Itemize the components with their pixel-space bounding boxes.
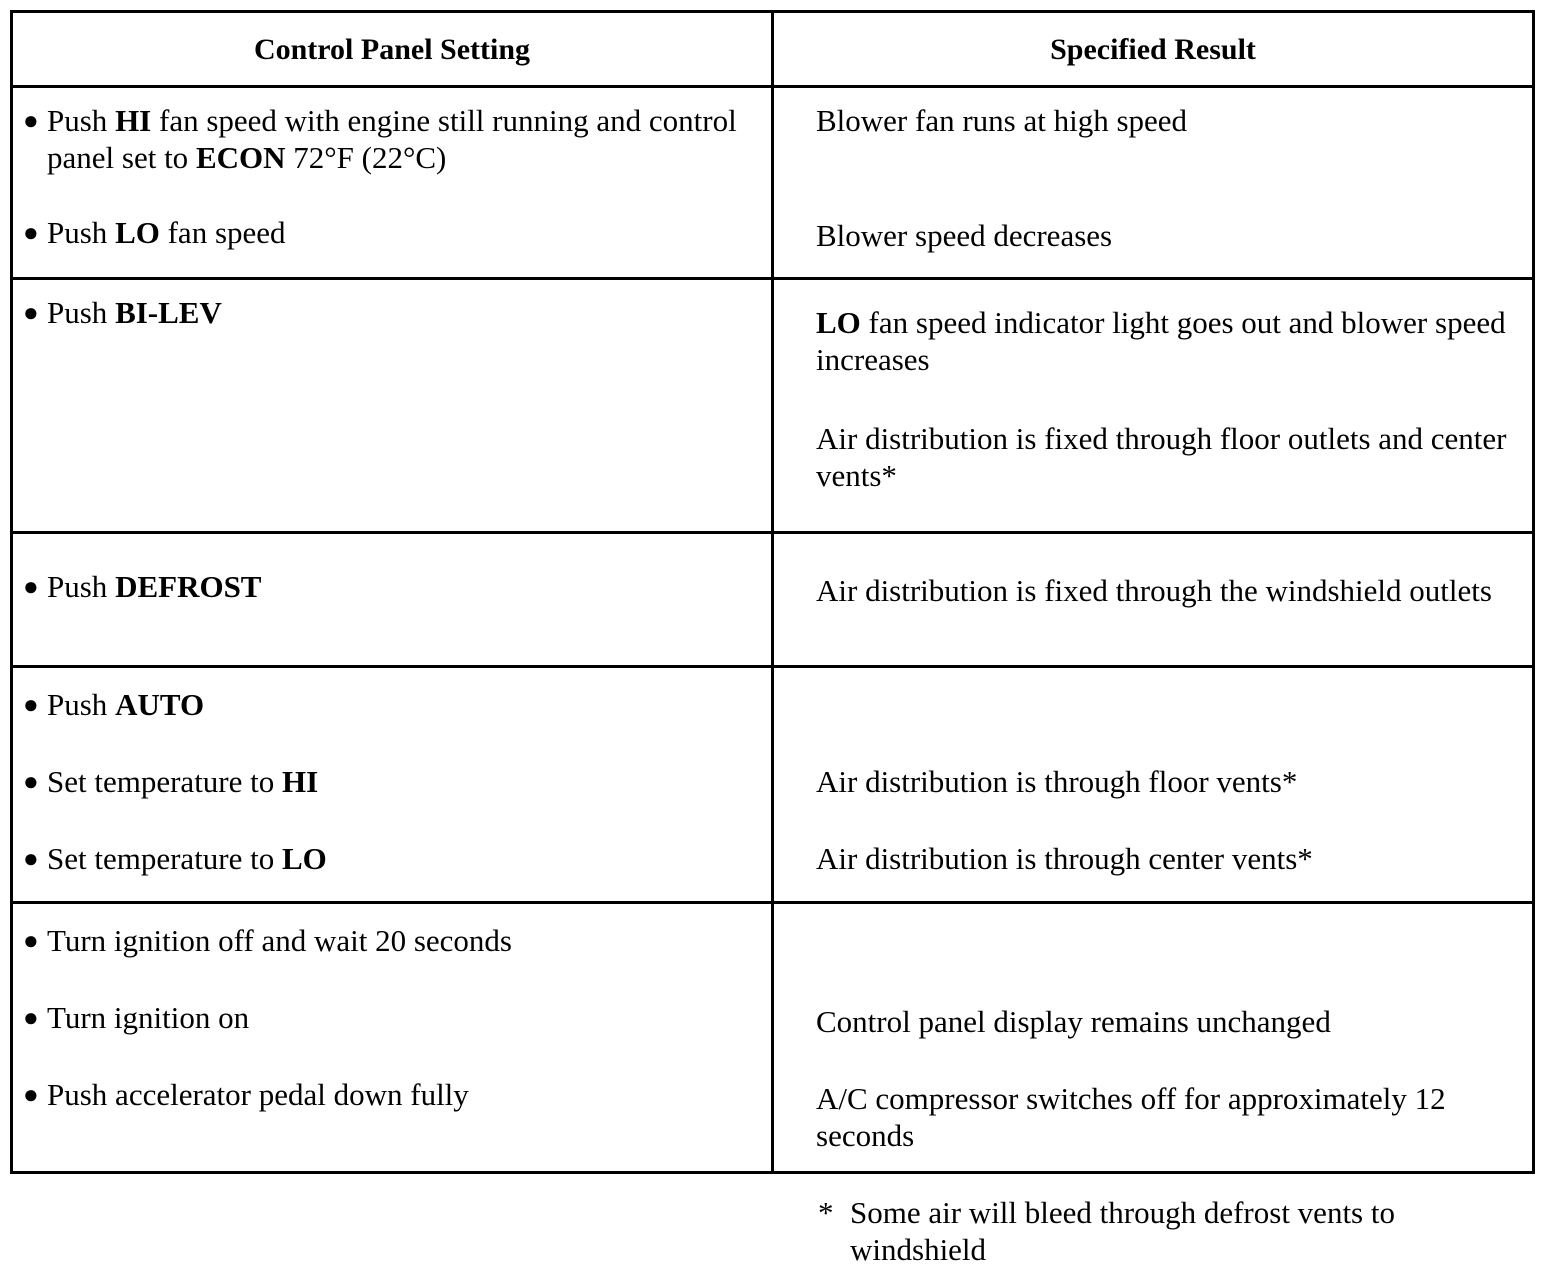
result-text: [816, 686, 1516, 723]
result-text: A/C compressor switches off for approximately 12 seconds: [816, 1081, 1446, 1153]
bullet-icon: ●: [23, 926, 39, 955]
result-cell: [773, 903, 1534, 1173]
footnote: [818, 1194, 1518, 1268]
result-text: Control panel display remains unchanged: [816, 1004, 1331, 1039]
bullet-icon: ●: [23, 1080, 39, 1109]
result-cell: [773, 667, 1534, 903]
bullet-icon: ●: [23, 690, 39, 719]
result-text: [816, 922, 1516, 959]
step-item: ● Set temperature to LO: [23, 841, 327, 876]
result-cell: [773, 87, 1534, 279]
table-row: [12, 903, 1534, 1173]
result-text: Air distribution is fixed through floor outlets and center vents*: [816, 421, 1507, 493]
bullet-icon: ●: [23, 572, 39, 601]
result-cell: [773, 533, 1534, 667]
setting-cell: [12, 87, 773, 279]
result-text: Air distribution is fixed through the windshield outlets: [816, 573, 1492, 608]
header-specified-result: Specified Result: [773, 12, 1534, 87]
step-item: ● Turn ignition on: [23, 1000, 250, 1035]
result-text: Air distribution is through center vents*: [816, 841, 1313, 876]
step-item: ● Push HI fan speed with engine still running and control panel set to ECON 72°F (22°C): [23, 103, 737, 175]
result-text: Blower speed decreases: [816, 218, 1113, 253]
bullet-icon: ●: [23, 1003, 39, 1032]
bullet-icon: ●: [23, 106, 39, 135]
table-header-row: [12, 12, 1534, 87]
setting-cell: [12, 533, 773, 667]
footnote-text: Some air will bleed through defrost vents to windshield: [850, 1195, 1395, 1267]
step-item: ● Push DEFROST: [23, 569, 262, 604]
result-text: Air distribution is through floor vents*: [816, 764, 1298, 799]
setting-cell: [12, 667, 773, 903]
bullet-icon: ●: [23, 298, 39, 327]
result-text: LO fan speed indicator light goes out and blower speed increases: [816, 305, 1506, 377]
step-item: ● Push AUTO: [23, 687, 205, 722]
step-item: ● Turn ignition off and wait 20 seconds: [23, 923, 512, 958]
result-text: Blower fan runs at high speed: [816, 103, 1188, 138]
setting-cell: [12, 279, 773, 533]
step-item: ● Push accelerator pedal down fully: [23, 1077, 469, 1112]
table-row: [12, 87, 1534, 279]
table-row: [12, 279, 1534, 533]
table-row: [12, 667, 1534, 903]
test-procedure-table: [10, 10, 1535, 1174]
step-item: ● Set temperature to HI: [23, 764, 319, 799]
bullet-icon: ●: [23, 218, 39, 247]
result-cell: [773, 279, 1534, 533]
step-item: ● Push BI-LEV: [23, 295, 222, 330]
bullet-icon: ●: [23, 767, 39, 796]
step-item: ● Push LO fan speed: [23, 215, 286, 250]
header-control-panel-setting: Control Panel Setting: [12, 12, 773, 87]
bullet-icon: ●: [23, 844, 39, 873]
footnote-mark: *: [818, 1195, 834, 1230]
setting-cell: [12, 903, 773, 1173]
table-row: [12, 533, 1534, 667]
